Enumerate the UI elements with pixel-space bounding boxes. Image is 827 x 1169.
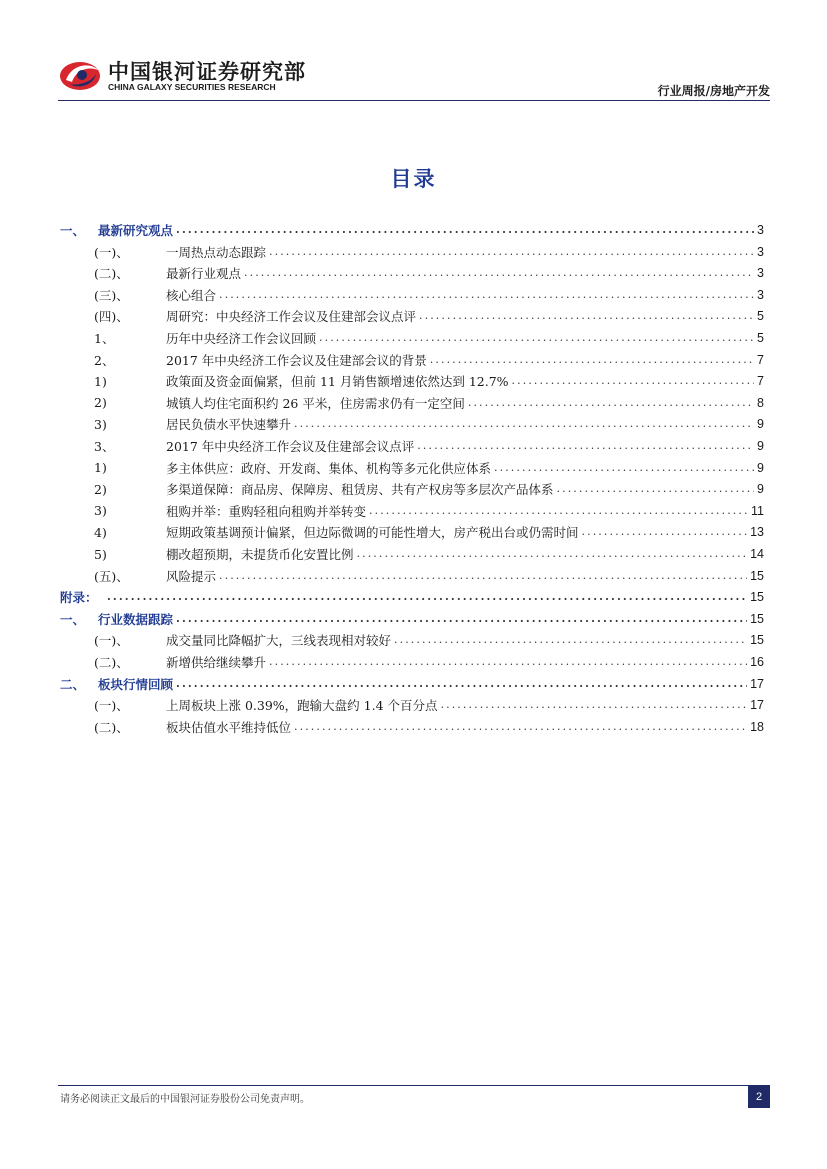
toc-entry[interactable] (94, 243, 764, 261)
toc-dot-leader (269, 653, 747, 671)
toc-entry-page: 11 (751, 503, 764, 518)
toc-entry-title: 核心组合 (166, 287, 217, 303)
toc-entry-page: 16 (750, 655, 764, 669)
toc-entry[interactable] (94, 718, 764, 736)
toc-entry[interactable] (94, 394, 764, 412)
toc-entry-number: 1) (94, 460, 107, 476)
toc-dot-leader (357, 545, 748, 563)
toc-entry-page: 9 (757, 439, 764, 453)
toc-entry-number: (一)、 (94, 244, 129, 260)
toc-entry-title: 风险提示 (166, 568, 217, 584)
toc-entry-number: 一、 (60, 223, 86, 238)
toc-dot-leader (294, 415, 754, 433)
toc-entry[interactable] (94, 459, 764, 477)
toc-entry-number: 二、 (60, 676, 86, 692)
toc-entry-page: 7 (757, 374, 764, 389)
toc-entry-title: 一周热点动态跟踪 (166, 244, 267, 260)
toc-dot-leader (417, 437, 754, 455)
toc-entry-page: 3 (757, 287, 764, 302)
toc-dot-leader (176, 221, 754, 239)
toc-dot-leader (430, 351, 754, 369)
toc-entry-page: 9 (757, 417, 764, 432)
toc-dot-leader (176, 610, 747, 628)
logo-chinese-name: 中国银河证券研究部 (108, 60, 306, 84)
toc-entry-page: 14 (750, 547, 764, 561)
toc-entry-title: 周研究：中央经济工作会议及住建部会议点评 (166, 309, 417, 325)
toc-entry-page: 17 (750, 676, 764, 691)
toc-dot-leader (394, 631, 747, 649)
toc-entry[interactable] (94, 502, 764, 520)
toc-entry-page: 8 (757, 395, 764, 410)
toc-entry-number: (一)、 (94, 698, 129, 714)
toc-entry-title: 城镇人均住宅面积约 26 平米，住房需求仍有一定空间 (166, 395, 465, 411)
toc-dot-leader (269, 243, 754, 261)
toc-dot-leader (419, 307, 754, 325)
toc-dot-leader (244, 264, 754, 282)
toc-entry-page: 15 (750, 633, 764, 648)
toc-entry-number: 3、 (94, 439, 115, 454)
logo-english-name: CHINA GALAXY SECURITIES RESEARCH (108, 82, 276, 92)
toc-entry-number: 5) (94, 546, 107, 562)
toc-entry-number: 附录： (60, 590, 98, 606)
toc-entry-page: 15 (750, 611, 764, 626)
toc-entry-number: 3) (94, 503, 107, 519)
toc-entry[interactable] (94, 567, 764, 585)
toc-entry[interactable] (94, 696, 764, 714)
toc-entry-page: 15 (750, 568, 764, 583)
toc-entry-title: 板块估值水平维持低位 (166, 719, 292, 735)
toc-entry-page: 3 (757, 223, 764, 237)
toc-entry-title: 历年中央经济工作会议回顾 (166, 331, 317, 346)
toc-entry-number: 2) (94, 395, 107, 411)
toc-entry-number: (四)、 (94, 309, 129, 325)
toc-dot-leader (176, 675, 747, 693)
toc-entry-page: 13 (750, 525, 764, 540)
toc-entry-title: 上周板块上涨 0.39%，跑输大盘约 1.4 个百分点 (166, 698, 438, 714)
toc-dot-leader (294, 718, 747, 736)
toc-entry-number: 1、 (94, 331, 115, 346)
toc-dot-leader (494, 459, 754, 477)
toc-dot-leader (107, 588, 747, 606)
toc-dot-leader (441, 696, 748, 714)
toc-entry[interactable] (94, 329, 764, 347)
toc-entry-page: 15 (750, 590, 764, 605)
toc-entry-title: 租购并举：重购轻租向租购并举转变 (166, 503, 367, 519)
toc-dot-leader (369, 502, 748, 520)
toc-entry[interactable] (94, 286, 764, 304)
toc-entry-title: 政策面及资金面偏紧，但前 11 月销售额增速依然达到 12.7% (166, 374, 509, 390)
toc-entry-number: (二)、 (94, 655, 129, 670)
toc-entry[interactable] (94, 653, 764, 671)
report-type: 行业周报/房地产开发 (657, 84, 770, 98)
toc-entry-title: 居民负债水平快速攀升 (166, 417, 292, 433)
galaxy-logo-icon (58, 58, 102, 94)
toc-entry-page: 5 (757, 331, 764, 345)
toc-entry-number: (三)、 (94, 287, 129, 303)
toc-entry[interactable] (94, 437, 764, 455)
page-number: 2 (748, 1086, 770, 1108)
toc-entry[interactable] (94, 307, 764, 325)
toc-entry-number: 2、 (94, 352, 115, 368)
toc-entry-title: 2017 年中央经济工作会议及住建部会议的背景 (166, 352, 427, 368)
toc-entry-title: 棚改超预期，未提货币化安置比例 (166, 547, 354, 562)
toc-entry-title: 板块行情回顾 (98, 676, 174, 692)
toc-entry-title: 新增供给继续攀升 (166, 655, 267, 670)
toc-entry-page: 3 (757, 244, 764, 259)
toc-entry-number: 一、 (60, 611, 86, 627)
toc-entry-page: 3 (757, 266, 764, 281)
toc-entry-page: 17 (750, 698, 764, 713)
toc-entry[interactable] (60, 588, 764, 606)
toc-entry-page: 7 (757, 352, 764, 367)
toc-dot-leader (319, 329, 754, 347)
toc-entry-number: 1) (94, 373, 107, 389)
toc-entry-title: 多主体供应：政府、开发商、集体、机构等多元化供应体系 (166, 460, 492, 476)
toc-entry-page: 5 (757, 309, 764, 324)
toc-entry-number: (二)、 (94, 266, 129, 282)
toc-entry-number: (二)、 (94, 719, 129, 735)
page-header (58, 54, 770, 100)
toc-entry[interactable] (94, 415, 764, 433)
toc-entry-title: 2017 年中央经济工作会议及住建部会议点评 (166, 439, 415, 454)
toc-entry-number: (一)、 (94, 633, 129, 649)
toc-entry-page: 9 (757, 482, 764, 497)
toc-dot-leader (582, 523, 748, 541)
toc-entry[interactable] (60, 221, 764, 239)
toc-entry[interactable] (94, 545, 764, 563)
toc-entry-number: 4) (94, 524, 107, 540)
toc-entry[interactable] (94, 480, 764, 498)
toc-dot-leader (557, 480, 755, 498)
toc-entry[interactable] (94, 351, 764, 369)
toc-entry[interactable] (94, 631, 764, 649)
toc-entry-title: 成交量同比降幅扩大，三线表现相对较好 (166, 633, 392, 649)
toc-entry-page: 9 (757, 460, 764, 475)
toc-dot-leader (468, 394, 754, 412)
toc-dot-leader (219, 286, 754, 304)
toc-entry-number: 3) (94, 416, 107, 432)
header-divider (58, 100, 770, 101)
toc-entry[interactable] (94, 264, 764, 282)
toc-entry[interactable] (60, 610, 764, 628)
toc-entry-title: 多渠道保障：商品房、保障房、租赁房、共有产权房等多层次产品体系 (166, 482, 554, 498)
toc-entry[interactable] (94, 523, 764, 541)
toc-entry-title: 行业数据跟踪 (98, 611, 174, 627)
toc-entry-title: 最新行业观点 (166, 266, 242, 282)
toc-entry[interactable] (94, 372, 764, 390)
toc-entry[interactable] (60, 675, 764, 693)
toc-entry-title: 短期政策基调预计偏紧，但边际微调的可能性增大，房产税出台或仍需时间 (166, 525, 579, 541)
footer-disclaimer: 请务必阅读正文最后的中国银河证券股份公司免责声明。 (60, 1094, 310, 1105)
toc-entry-title: 最新研究观点 (98, 223, 174, 238)
toc-entry-page: 18 (750, 719, 764, 734)
toc-entry-number: (五)、 (94, 568, 129, 584)
footer-divider (58, 1085, 770, 1086)
toc-dot-leader (512, 372, 755, 390)
toc-title: 目录 (390, 167, 437, 191)
toc-entry-number: 2) (94, 481, 107, 497)
toc-dot-leader (219, 567, 747, 585)
